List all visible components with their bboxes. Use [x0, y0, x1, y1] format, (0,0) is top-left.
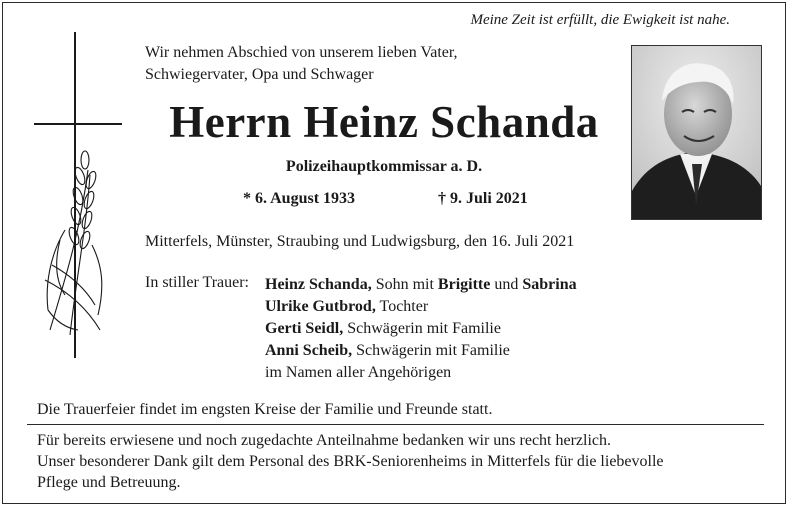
mourner-item	[265, 362, 577, 384]
thanks-line: Unser besonderer Dank gilt dem Personal des BRK-Seniorenheims in Mitterfels für die liebevolle	[37, 453, 664, 470]
place-date: Mitterfels, Münster, Straubing und Ludwigsburg, den 16. Juli 2021	[145, 233, 575, 250]
mourning-label: In stiller Trauer:	[145, 274, 249, 291]
thanks-line: Pflege und Betreuung.	[37, 474, 181, 491]
intro-line: Schwiegervater, Opa und Schwager	[145, 66, 374, 83]
mourner-name: Heinz Schanda,	[265, 276, 372, 293]
mourner-relation: im Namen aller Angehörigen	[265, 364, 452, 381]
intro-line: Wir nehmen Abschied von unserem lieben Vater,	[145, 44, 458, 61]
mourner-relation: Schwägerin mit Familie	[352, 342, 510, 359]
thanks-line: Für bereits erwiesene und noch zugedachte Anteilnahme bedanken wir uns recht herzlich.	[37, 432, 612, 449]
mourner-item	[265, 296, 577, 318]
mourner-name: Gerti Seidl,	[265, 320, 344, 337]
portrait-photo	[631, 45, 762, 220]
mourner-relation: Schwägerin mit Familie	[343, 320, 501, 337]
cross-wheat-icon	[30, 30, 125, 360]
divider	[27, 424, 764, 425]
mourner-item	[265, 318, 577, 340]
mourner-name: Sabrina	[522, 276, 577, 293]
death-date: † 9. Juli 2021	[438, 190, 528, 207]
mourner-name: Brigitte	[437, 276, 491, 293]
deceased-rank: Polizeihauptkommissar a. D.	[285, 158, 483, 175]
mourner-name: Anni Scheib,	[265, 342, 353, 359]
thanks-note	[37, 430, 767, 493]
mourner-item	[265, 340, 577, 362]
mourner-relation: Tochter	[375, 298, 429, 315]
mourner-item	[265, 274, 577, 296]
mourners-list	[265, 274, 577, 384]
motto: Meine Zeit ist erfüllt, die Ewigkeit ist nahe.	[470, 12, 730, 28]
mourner-relation: Sohn mit	[371, 276, 438, 293]
ceremony-note: Die Trauerfeier findet im engsten Kreise der Familie und Freunde statt.	[37, 401, 493, 418]
birth-date: * 6. August 1933	[243, 190, 356, 207]
intro-text	[145, 42, 458, 86]
mourner-name: Ulrike Gutbrod,	[265, 298, 376, 315]
mourner-relation: und	[490, 276, 523, 293]
deceased-name: Herrn Heinz Schanda	[169, 97, 599, 147]
